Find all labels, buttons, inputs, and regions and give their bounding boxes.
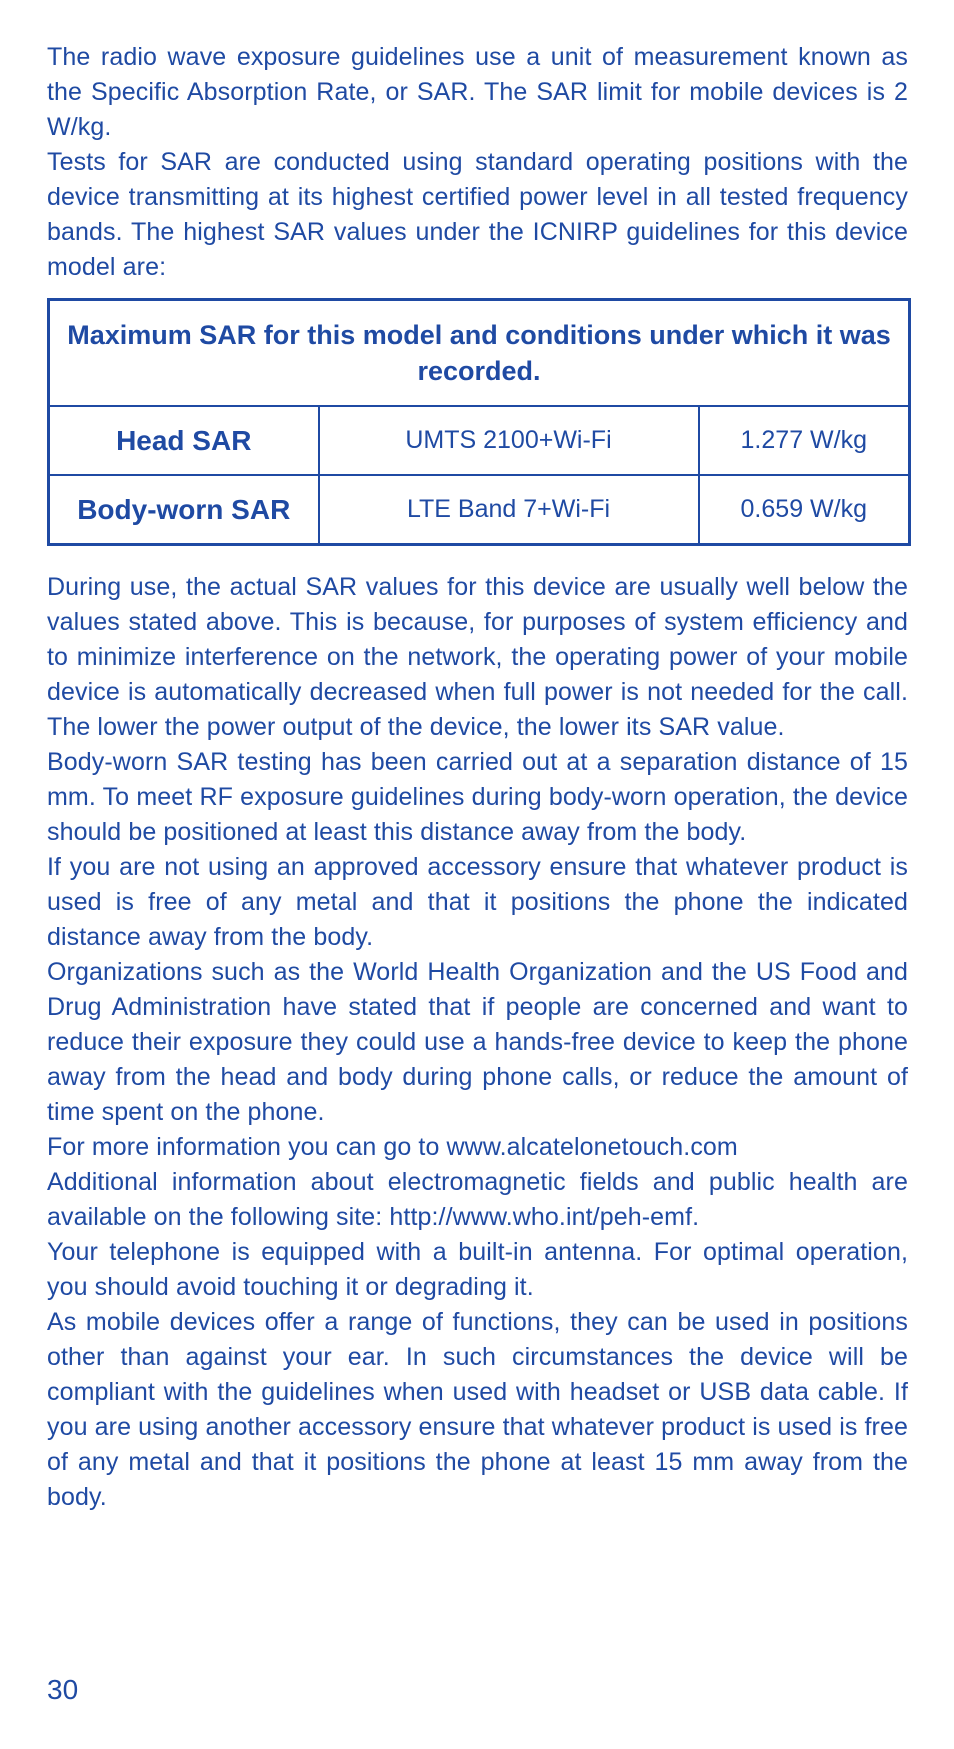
body-paragraph-who-link: Additional information about electromagnetic fields and public health are available on the following site: http://www.who.int/peh-emf.: [47, 1168, 908, 1231]
body-paragraph-functions: As mobile devices offer a range of functions, they can be used in positions other than against your ear. In such circumstances the device will be compliant with the guidelines when used with headset or USB data cable. If you are using another accessory ensure that whatever product is used is free of any metal and that it positions the phone at least 15 mm away from the body.: [47, 1308, 908, 1511]
sar-table: [47, 298, 911, 546]
body-paragraph-body-worn-testing: Body-worn SAR testing has been carried out at a separation distance of 15 mm. To meet RF exposure guidelines during body-worn operation, the device should be positioned at least this distance away from the body.: [47, 748, 908, 846]
body-paragraph-organizations: Organizations such as the World Health Organization and the US Food and Drug Administration have stated that if people are concerned and want to reduce their exposure they could use a hands-free device to keep the phone away from the head and body during phone calls, or reduce the amount of time spent on the phone.: [47, 958, 908, 1126]
sar-row-condition: UMTS 2100+Wi-Fi: [319, 406, 699, 475]
body-paragraph-antenna: Your telephone is equipped with a built-in antenna. For optimal operation, you should avoid touching it or degrading it.: [47, 1238, 908, 1301]
document-page: [47, 40, 908, 1515]
body-paragraph-accessory-metal: If you are not using an approved accessory ensure that whatever product is used is free of any metal and that it positions the phone the indicated distance away from the body.: [47, 853, 908, 951]
table-row: [49, 406, 910, 475]
sar-table-title: Maximum SAR for this model and conditions under which it was recorded.: [49, 300, 910, 407]
body-paragraph-more-info: For more information you can go to www.alcatelonetouch.com: [47, 1133, 738, 1161]
sar-row-condition: LTE Band 7+Wi-Fi: [319, 475, 699, 545]
table-row: [49, 475, 910, 545]
sar-table-header-row: [49, 300, 910, 407]
sar-row-label: Head SAR: [49, 406, 319, 475]
page-number: 30: [47, 1674, 79, 1705]
intro-paragraph-sar-limit: The radio wave exposure guidelines use a unit of measurement known as the Specific Absorption Rate, or SAR. The SAR limit for mobile devices is 2 W/kg.: [47, 43, 908, 141]
body-paragraph-actual-sar: During use, the actual SAR values for this device are usually well below the values stated above. This is because, for purposes of system efficiency and to minimize interference on the network, the operating power of your mobile device is automatically decreased when full power is not needed for the call. The lower the power output of the device, the lower its SAR value.: [47, 573, 908, 741]
sar-row-value: 1.277 W/kg: [699, 406, 910, 475]
sar-row-label: Body-worn SAR: [49, 475, 319, 545]
intro-paragraph-sar-tests: Tests for SAR are conducted using standard operating positions with the device transmitting at its highest certified power level in all tested frequency bands. The highest SAR values under the ICNIRP guidelines for this device model are:: [47, 148, 908, 281]
sar-row-value: 0.659 W/kg: [699, 475, 910, 545]
